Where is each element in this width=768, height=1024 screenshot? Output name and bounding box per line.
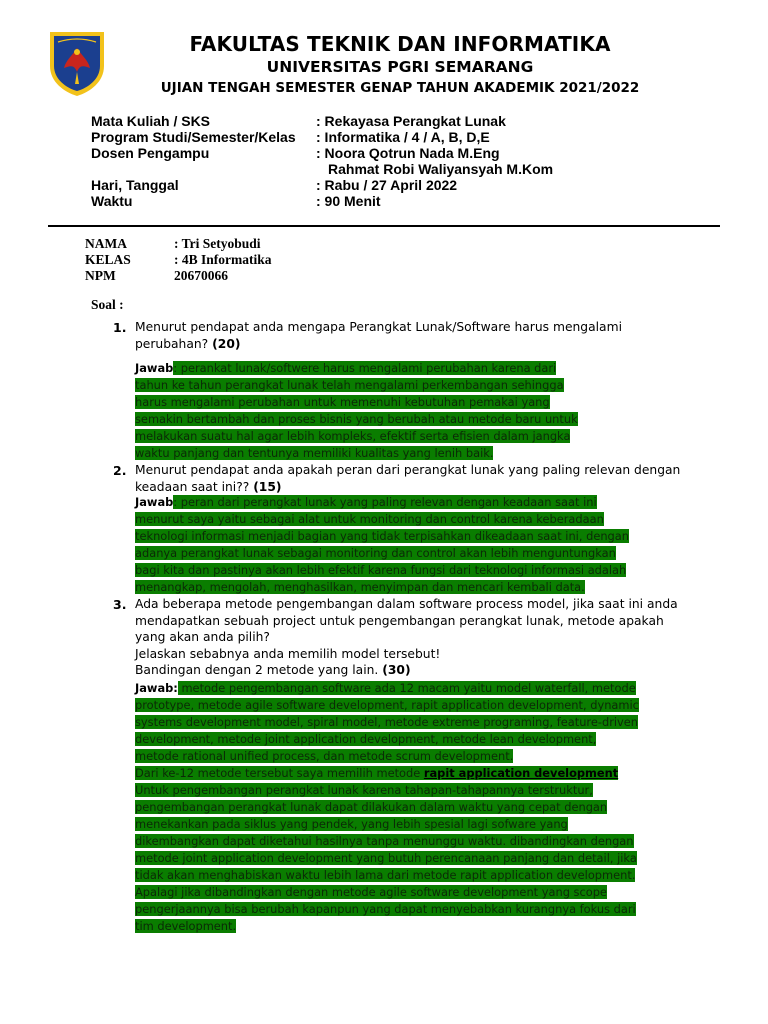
answer-line: : perankat lunak/softwere harus mengalami perubahan karena dari xyxy=(173,361,557,375)
answer-line: Untuk pengembangan perangkat lunak karena tahapan-tahapannya terstruktur, xyxy=(135,783,593,797)
info-value: : 90 Menit xyxy=(316,193,381,209)
jawab-label: Jawab: xyxy=(135,681,178,695)
question-number: 2. xyxy=(113,463,127,478)
soal-heading: Soal : xyxy=(91,297,124,312)
question-line-last xyxy=(135,479,680,496)
answer-line: Dari ke-12 metode tersebut saya memilih metode xyxy=(135,766,424,780)
answer-line: pengembangan perangkat lunak dapat dilakukan dalam waktu yang cepat dengan xyxy=(135,800,608,814)
answer-line: tidak akan menghabiskan waktu lebih lama dari metode rapit application development. xyxy=(135,868,636,882)
answer-line: dikembangkan dapat diketahui hasilnya tanpa menunggu waktu. dibandingkan dengan xyxy=(135,834,634,848)
university-title: UNIVERSITAS PGRI SEMARANG xyxy=(266,58,534,76)
student-value: : Tri Setyobudi xyxy=(174,236,261,251)
info-value: : Noora Qotrun Nada M.Eng xyxy=(316,145,500,161)
question-line: Ada beberapa metode pengembangan dalam software process model, jika saat ini anda xyxy=(135,597,678,611)
question-2-text xyxy=(135,462,680,495)
question-line: perubahan? xyxy=(135,336,209,351)
answer-line: prototype, metode agile software development, rapit application development, dynamic xyxy=(135,698,639,712)
question-1-text xyxy=(135,319,622,352)
header-divider xyxy=(48,225,720,227)
question-points: (30) xyxy=(382,663,411,677)
faculty-title: FAKULTAS TEKNIK DAN INFORMATIKA xyxy=(189,32,611,56)
answer-line: teknologi informasi menjadi bagian yang tidak terpisahkan dikeadaan saat ini, dengan xyxy=(135,529,629,543)
question-line: Jelaskan sebabnya anda memilih model tersebut! xyxy=(135,646,441,661)
question-3-text xyxy=(135,596,678,679)
answer-line: metode rational unified process, dan metode scrum development. xyxy=(135,749,514,763)
answer-line: tahun ke tahun perangkat lunak telah mengalami perkembangan sehingga xyxy=(135,378,564,392)
chosen-method: rapit application development xyxy=(423,766,619,780)
info-value: Rahmat Robi Waliyansyah M.Kom xyxy=(328,161,554,177)
info-value: : Rekayasa Perangkat Lunak xyxy=(316,113,506,129)
answer-line: pengerjaannya bisa berubah kapanpun yang dapat menyebabkan kurangnya fokus dari xyxy=(135,902,636,916)
student-value: : 4B Informatika xyxy=(174,252,272,267)
question-points: (20) xyxy=(212,336,241,351)
exam-title: UJIAN TENGAH SEMESTER GENAP TAHUN AKADEMIK 2021/2022 xyxy=(160,80,640,96)
info-label: Waktu xyxy=(91,193,133,209)
answer-line: Apalagi jika dibandingkan dengan metode agile software development yang scope xyxy=(135,885,607,899)
question-line: Menurut pendapat anda apakah peran dari perangkat lunak yang paling relevan dengan xyxy=(135,463,681,477)
question-number: 1. xyxy=(113,320,127,335)
jawab-label: Jawab xyxy=(135,361,174,375)
answer-line: : peran dari perangkat lunak yang paling relevan dengan keadaan saat ini xyxy=(173,495,597,509)
answer-line: tim development. xyxy=(135,919,237,933)
answer-line: menurut saya yaitu sebagai alat untuk monitoring dan control karena keberadaan xyxy=(135,512,604,526)
answer-line: harus mengalami perubahan untuk memenuhi kebutuhan pemakai yang xyxy=(135,395,550,409)
question-points: (15) xyxy=(253,479,282,494)
answer-line: bagi kita dan pastinya akan lebih efektif karena fungsi dari teknologi informasi adalah xyxy=(135,563,627,577)
answer-line: menekankan pada siklus yang pendek, yang lebih spesial lagi sofware yang xyxy=(135,817,568,831)
info-value: : Informatika / 4 / A, B, D,E xyxy=(316,129,490,145)
question-line-last xyxy=(135,336,622,353)
student-label: NAMA xyxy=(85,236,127,251)
info-label: Mata Kuliah / SKS xyxy=(91,113,211,129)
answer-line: metode joint application development yang butuh perencanaan panjang dan detail, jika xyxy=(135,851,637,865)
info-label: Program Studi/Semester/Kelas xyxy=(91,129,296,145)
question-line: keadaan saat ini?? xyxy=(135,479,250,494)
answer-line: semakin bertambah dan proses bisnis yang berubah atau metode baru untuk xyxy=(135,412,578,426)
question-line: Bandingan dengan 2 metode yang lain. xyxy=(135,663,379,677)
info-label: Hari, Tanggal xyxy=(91,177,179,193)
student-label: KELAS xyxy=(85,252,131,267)
info-label: Dosen Pengampu xyxy=(91,145,210,161)
answer-line: waktu panjang dan tentunya memiliki kualitas yang lenih baik. xyxy=(135,446,494,460)
student-label: NPM xyxy=(85,268,116,283)
question-line: mendapatkan sebuah project untuk pengembangan perangkat lunak, metode apakah xyxy=(135,613,664,628)
info-value: : Rabu / 27 April 2022 xyxy=(316,177,458,193)
student-value: 20670066 xyxy=(174,268,228,283)
question-number: 3. xyxy=(113,597,127,612)
question-line: Menurut pendapat anda mengapa Perangkat Lunak/Software harus mengalami xyxy=(135,320,622,334)
answer-line: menangkap, mengolah, menghasilkan, menyimpan dan mencari kembali data. xyxy=(135,580,585,594)
answer-line: development, metode joint application development, metode lean development, xyxy=(135,732,597,746)
answer-line: metode pengembangan software ada 12 macam yaitu model waterfall, metode xyxy=(177,681,636,695)
question-line-last xyxy=(135,662,678,679)
answer-line: systems development model, spiral model, metode extreme programing, feature-driven xyxy=(135,715,639,729)
university-logo xyxy=(46,28,108,98)
jawab-label: Jawab xyxy=(135,495,174,509)
answer-line: adanya perangkat lunak sebagai monitoring dan control akan lebih menguntungkan xyxy=(135,546,616,560)
answer-line: melakukan suatu hal agar lebih kompleks, efektif serta efisien dalam jangka xyxy=(135,429,571,443)
question-line: yang akan anda pilih? xyxy=(135,630,270,644)
